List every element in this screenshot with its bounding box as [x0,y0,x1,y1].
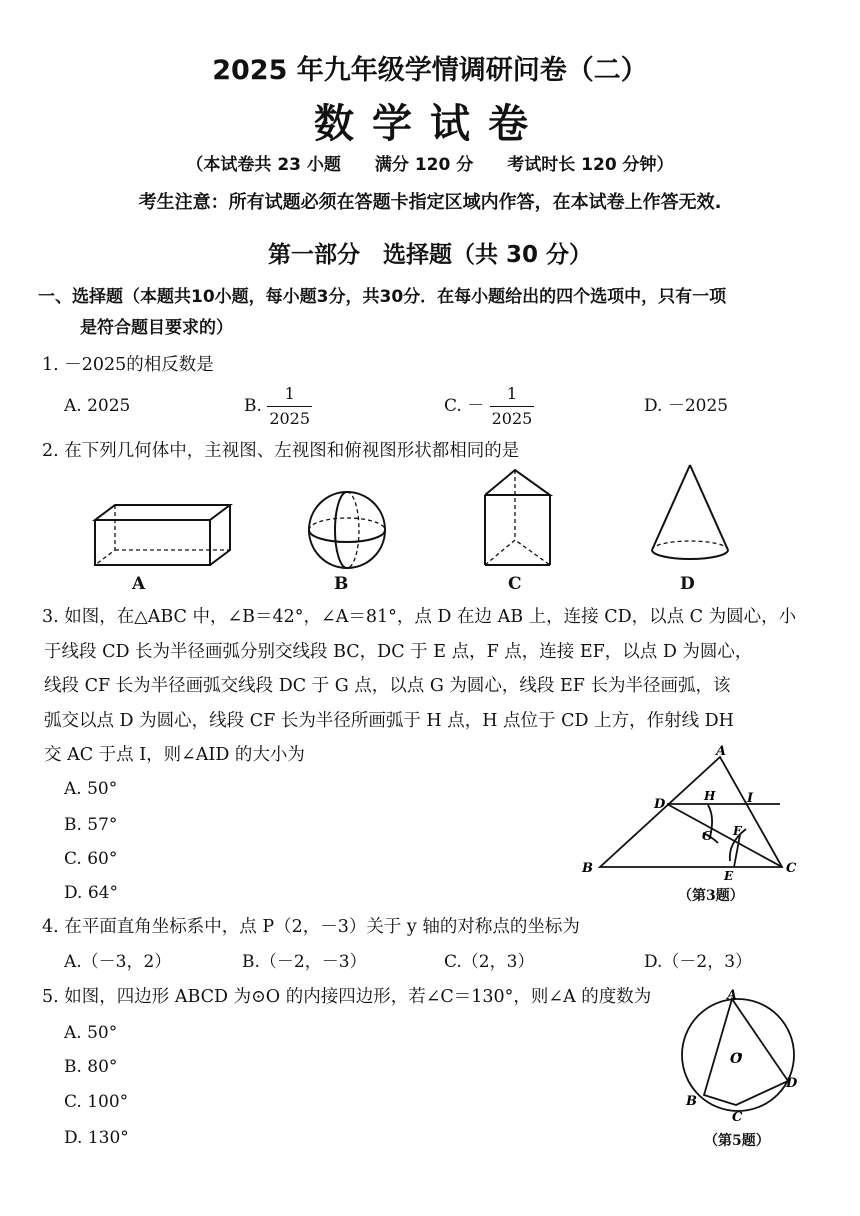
q1-option-a: A. 2025 [64,396,131,416]
q5-circle-figure [676,985,806,1125]
point-label-g: G [702,829,713,843]
q1-stem: 1. －2025的相反数是 [42,355,214,375]
q1-option-b [244,382,312,431]
q1-option-c-fraction [490,382,535,431]
point-label-d: D [654,797,666,812]
quadrilateral-abcd [704,999,788,1105]
point-label-a: A [727,988,738,1003]
q3-option-a: A. 50° [64,779,118,799]
triangle-abc [600,757,782,867]
q1-c-denominator: 2025 [490,406,535,431]
q2-stem: 2. 在下列几何体中，主视图、左视图和俯视图形状都相同的是 [42,441,520,461]
q3-line: 3. 如图，在△ABC 中，∠B＝42°，∠A＝81°，点 D 在边 AB 上，连接 CD，以点 C 为圆心，小 [42,607,797,627]
q2-solids-figure [80,460,780,600]
q2-label-c: C [508,574,522,594]
q5-caption: （第5题） [704,1133,770,1149]
point-label-c: C [786,861,797,876]
point-label-b: B [582,861,593,876]
section-instruction-line2: 是符合题目要求的） [80,318,233,338]
q5-option-c: C. 100° [64,1092,129,1112]
q5-option-d: D. 130° [64,1128,129,1148]
q2-label-a: A [132,574,146,594]
q5-stem: 5. 如图，四边形 ABCD 为⊙O 的内接四边形，若∠C＝130°，则∠A 的度数为 [42,987,652,1007]
q1-option-d: D. －2025 [644,396,729,416]
q2-label-d: D [680,574,695,594]
point-label-f: F [733,824,742,838]
q2-label-b: B [334,574,349,594]
point-label-a: A [716,745,727,759]
q1-c-numerator: 1 [506,384,518,403]
q1-option-c [444,382,534,431]
point-label-b: B [686,1094,697,1109]
sphere-solid [309,492,385,568]
point-label-o: O [730,1051,743,1067]
cone-solid [652,465,728,559]
q5-option-b: B. 80° [64,1057,118,1077]
point-label-c: C [732,1110,743,1125]
q1-option-b-prefix: B. [244,396,262,416]
prism-solid [485,470,550,565]
part-one-title: 第一部分 选择题（共 30 分） [267,242,593,268]
section-instruction-line1: 一、选择题（本题共10小题，每小题3分，共30分．在每小题给出的四个选项中，只有一项 [38,287,727,307]
subject-title: 数学试卷 [314,101,546,147]
q3-caption: （第3题） [678,888,744,904]
q4-option-b: B.（－2，－3） [242,952,367,972]
point-label-i: I [747,791,754,806]
point-label-e: E [724,869,734,883]
q1-option-c-prefix: C. － [444,396,485,416]
q1-option-b-fraction [267,382,312,431]
candidate-notice: 考生注意：所有试题必须在答题卡指定区域内作答，在本试卷上作答无效. [138,192,722,213]
q3-option-d: D. 64° [64,883,118,903]
q1-b-numerator: 1 [284,384,295,403]
q3-triangle-figure [570,745,810,885]
q3-option-b: B. 57° [64,815,118,835]
exam-info: （本试卷共 23 小题 满分 120 分 考试时长 120 分钟） [186,155,674,175]
q4-option-c: C.（2，3） [444,952,535,972]
q4-option-a: A.（－3，2） [64,952,172,972]
point-label-d: D [786,1076,798,1091]
q4-option-d: D.（－2，3） [644,952,753,972]
q1-b-denominator: 2025 [267,406,312,431]
q5-option-a: A. 50° [64,1023,118,1043]
q3-line: 线段 CF 长为半径画弧交线段 DC 于 G 点，以点 G 为圆心，线段 EF 长为半径画弧，该 [44,676,731,696]
cuboid-solid [95,505,230,565]
point-label-h: H [704,789,716,803]
q3-line: 交 AC 于点 I，则∠AID 的大小为 [44,745,305,765]
q3-line: 于线段 CD 长为半径画弧分别交线段 BC，DC 于 E 点，F 点，连接 EF，以点 D 为圆心， [44,641,753,662]
q3-option-c: C. 60° [64,849,118,869]
q3-line: 弧交以点 D 为圆心，线段 CF 长为半径所画弧于 H 点，H 点位于 CD 上方，作射线 DH [44,710,734,731]
exam-title: 2025 年九年级学情调研问卷（二） [212,55,648,86]
q4-stem: 4. 在平面直角坐标系中，点 P（2，－3）关于 y 轴的对称点的坐标为 [42,917,580,937]
